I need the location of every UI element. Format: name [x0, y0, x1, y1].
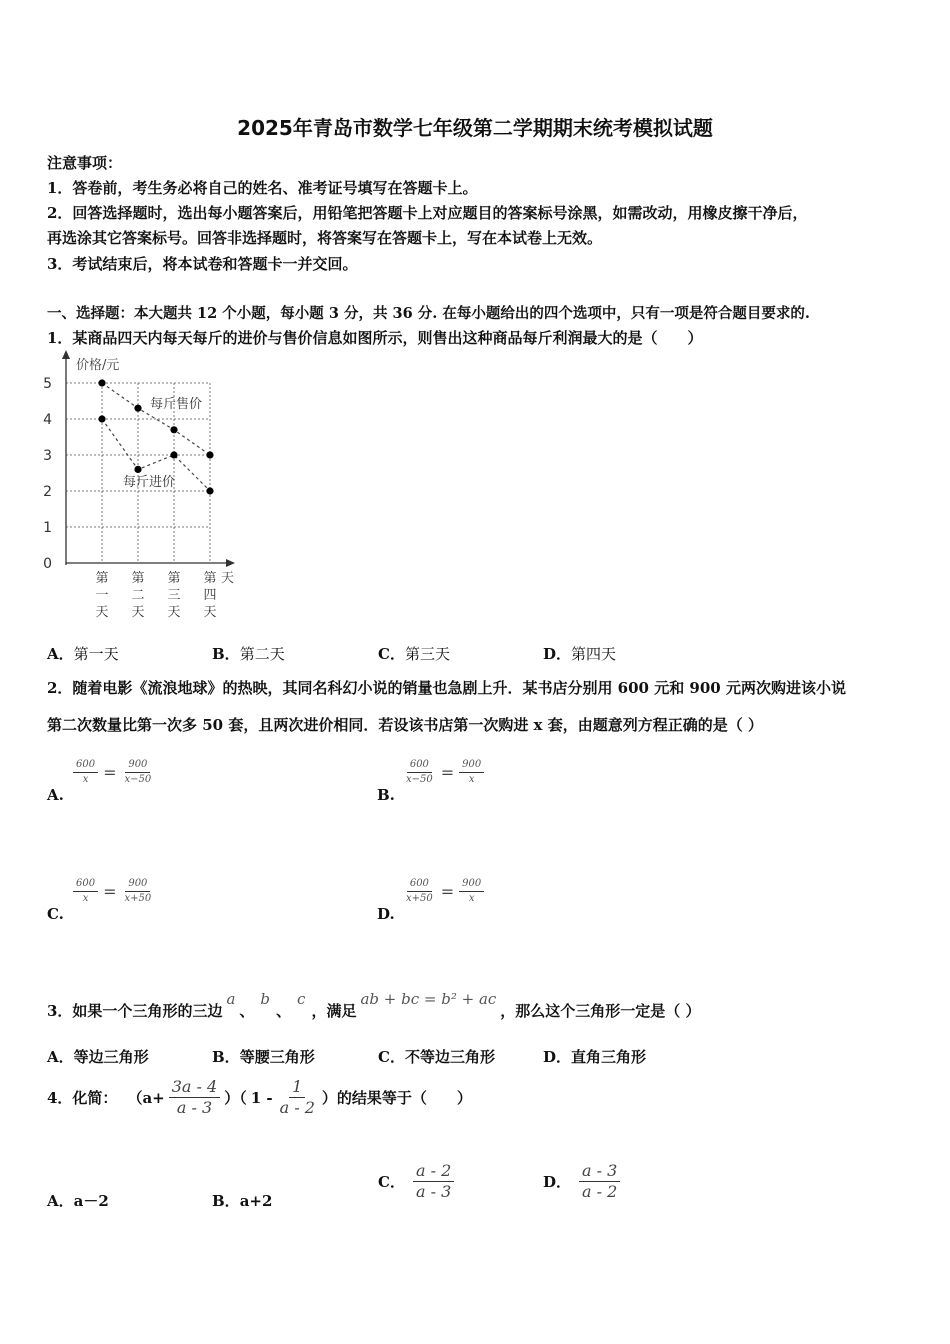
x-tick-label: 天	[131, 605, 145, 620]
data-point	[170, 451, 177, 458]
q1-option-c[interactable]: C．第三天	[378, 645, 450, 663]
question-1-stem: 1．某商品四天内每天每斤的进价与售价信息如图所示，则售出这种商品每斤利润最大的是（ ）	[47, 329, 703, 347]
data-point	[206, 451, 213, 458]
q4-option-d[interactable]: D． $\frac{a - 3}{a - 2}$	[543, 1162, 620, 1202]
q3-option-d[interactable]: D．直角三角形	[543, 1048, 647, 1066]
y-tick-label: 0	[43, 556, 52, 572]
x-tick-label: 天	[203, 605, 217, 620]
x-tick-label: 三	[167, 588, 181, 603]
y-tick-label: 1	[43, 520, 52, 536]
data-point	[134, 466, 141, 473]
q4-option-b[interactable]: B．a+2	[212, 1192, 273, 1210]
data-point	[206, 487, 213, 494]
q3-option-c[interactable]: C．不等边三角形	[378, 1048, 495, 1066]
q2-option-c-equation: $\frac{600}{x}$ = $\frac{900}{x+50}$	[73, 872, 154, 904]
y-tick-label: 5	[43, 376, 52, 392]
price-chart	[40, 350, 250, 625]
q2-option-d-equation: $\frac{600}{x+50}$ = $\frac{900}{x}$	[403, 872, 484, 904]
notice-heading: 注意事项：	[47, 154, 123, 172]
q2-option-b[interactable]: B.	[377, 786, 395, 804]
x-tick-label: 一	[95, 588, 109, 603]
q2-option-b-equation: $\frac{600}{x-50}$ = $\frac{900}{x}$	[403, 753, 484, 785]
q1-option-a[interactable]: A．第一天	[47, 645, 119, 663]
q1-option-d[interactable]: D．第四天	[543, 645, 617, 663]
y-tick-label: 3	[43, 448, 52, 464]
x-tick-label: 四	[203, 588, 217, 603]
series-label-sale: 每斤售价	[150, 397, 203, 412]
q4-option-c[interactable]: C． $\frac{a - 2}{a - 3}$	[378, 1162, 454, 1202]
q3-option-a[interactable]: A．等边三角形	[47, 1048, 149, 1066]
data-point	[98, 379, 105, 386]
q2-option-a[interactable]: A.	[47, 786, 64, 804]
x-tick-label: 天	[95, 605, 109, 620]
question-2-stem-line-2: 第二次数量比第一次多 50 套，且两次进价相同．若设该书店第一次购进 x 套，由题意列方程正确的是（ ）	[47, 716, 763, 734]
q4-option-a[interactable]: A．a－2	[47, 1192, 109, 1210]
x-tick-label: 第	[203, 571, 217, 586]
q1-option-b[interactable]: B．第二天	[212, 645, 285, 663]
x-tick-label: 天	[167, 605, 181, 620]
page-title: 2025年青岛市数学七年级第二学期期末统考模拟试题	[237, 116, 713, 140]
data-point	[170, 426, 177, 433]
notice-item-2a: 2．回答选择题时，选出每小题答案后，用铅笔把答题卡上对应题目的答案标号涂黑，如需改动，用橡皮擦干净后，	[47, 204, 808, 222]
series-label-cost: 每斤进价	[123, 475, 176, 490]
notice-item-1: 1．答卷前，考生务必将自己的姓名、准考证号填写在答题卡上。	[47, 179, 478, 197]
x-tick-label: 第	[167, 571, 181, 586]
question-4-stem: 4．化简： （a+ $\frac{3a - 4}{a - 3}$ ）（ 1 - $\frac{1}{a - 2}$ ）的结果等于（ ）	[47, 1077, 472, 1118]
question-2-stem-line-1: 2．随着电影《流浪地球》的热映，其同名科幻小说的销量也急剧上升．某书店分别用 600 元和 900 元两次购进该小说	[47, 679, 846, 697]
q2-option-c[interactable]: C.	[47, 905, 64, 923]
x-tick-label: 第	[131, 571, 145, 586]
x-tick-label: 二	[131, 588, 145, 603]
notice-item-2b: 再选涂其它答案标号。回答非选择题时，将答案写在答题卡上，写在本试卷上无效。	[47, 229, 603, 247]
y-axis-label: 价格/元	[76, 358, 120, 373]
q3-option-b[interactable]: B．等腰三角形	[212, 1048, 315, 1066]
y-tick-label: 2	[43, 484, 52, 500]
q2-option-d[interactable]: D.	[377, 905, 395, 923]
q2-option-a-equation: $\frac{600}{x}$ = $\frac{900}{x-50}$	[73, 753, 154, 785]
x-tick-label: 第	[95, 571, 109, 586]
question-3-stem: 3．如果一个三角形的三边a、b、c，满足ab + bc = b² + ac，那么这个三角形一定是（ ）	[47, 990, 701, 1020]
y-tick-label: 4	[43, 412, 52, 428]
q4-option-c-fraction: $\frac{a - 2}{a - 3}$	[413, 1162, 454, 1202]
data-point	[98, 415, 105, 422]
data-point	[134, 405, 141, 412]
q4-option-d-fraction: $\frac{a - 3}{a - 2}$	[579, 1162, 620, 1202]
x-axis-label: 天	[221, 571, 235, 586]
section-heading: 一、选择题：本大题共 12 个小题，每小题 3 分，共 36 分. 在每小题给出的四个选项中，只有一项是符合题目要求的.	[47, 305, 810, 322]
y-axis-arrow	[62, 350, 70, 359]
x-axis-arrow	[226, 559, 235, 567]
notice-item-3: 3．考试结束后，将本试卷和答题卡一并交回。	[47, 255, 358, 273]
